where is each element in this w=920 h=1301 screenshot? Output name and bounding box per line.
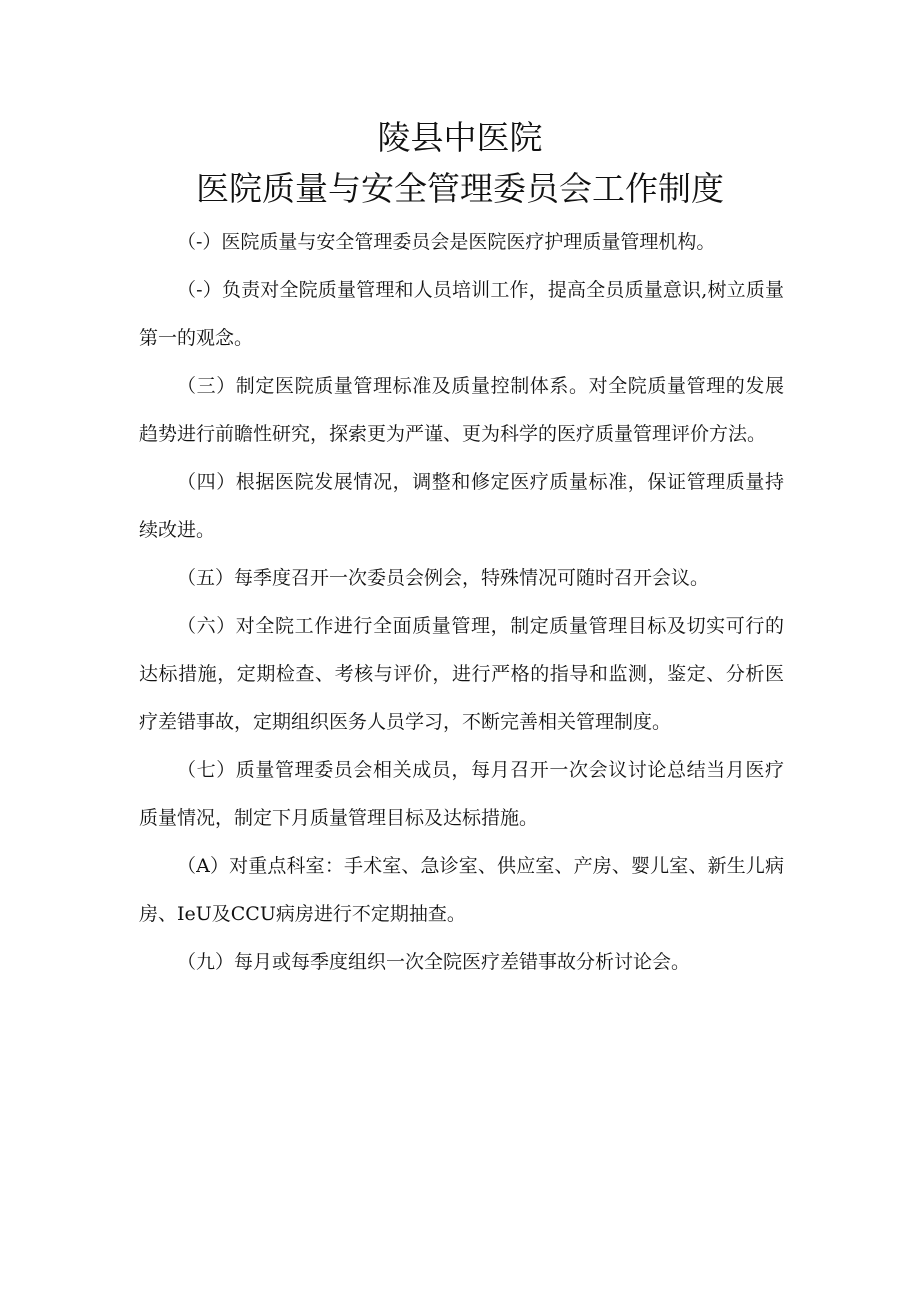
paragraph-9: （九）每月或每季度组织一次全院医疗差错事故分析讨论会。 [177, 951, 691, 973]
paragraph-8: （A）对重点科室：手术室、急诊室、供应室、产房、婴儿室、新生儿病房、IeU及CCU病房进行不定期抽查。 [139, 855, 784, 925]
paragraph-1: （-）医院质量与安全管理委员会是医院医疗护理质量管理机构。 [177, 231, 716, 253]
regulation-title: 医院质量与安全管理委员会工作制度 [196, 169, 724, 208]
paragraph-7: （七）质量管理委员会相关成员，每月召开一次会议讨论总结当月医疗质量情况，制定下月质量管理目标及达标措施。 [139, 759, 784, 829]
paragraph-5: （五）每季度召开一次委员会例会，特殊情况可随时召开会议。 [177, 567, 710, 589]
paragraph-2: （-）负责对全院质量管理和人员培训工作，提高全员质量意识,树立质量第一的观念。 [139, 279, 784, 349]
paragraph-4: （四）根据医院发展情况，调整和修定医疗质量标准，保证管理质量持续改进。 [139, 471, 784, 541]
paragraph-6: （六）对全院工作进行全面质量管理，制定质量管理目标及切实可行的达标措施，定期检查、考核与评价，进行严格的指导和监测，鉴定、分析医疗差错事故，定期组织医务人员学习，不断完善相关管理制度。 [139, 615, 784, 733]
regulation-body [139, 218, 784, 986]
paragraph-3: （三）制定医院质量管理标准及质量控制体系。对全院质量管理的发展趋势进行前瞻性研究，探索更为严谨、更为科学的医疗质量管理评价方法。 [139, 375, 784, 445]
hospital-name-title: 陵县中医院 [377, 118, 543, 157]
